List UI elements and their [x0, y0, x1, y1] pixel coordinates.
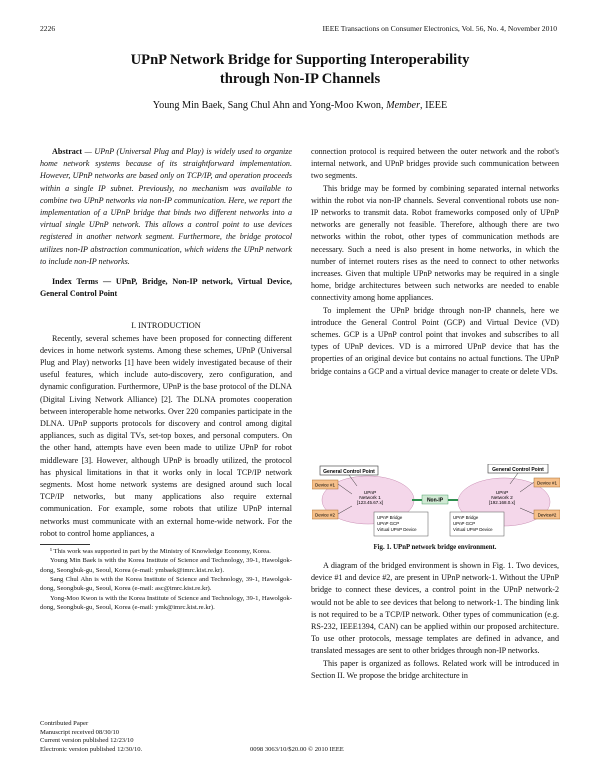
device-2-label: Device #2 — [314, 512, 336, 518]
net2-line3: [192.168.0.x] — [488, 500, 516, 505]
intro-paragraph: Recently, several schemes have been proposed for connecting different devices in home network systems. Among these schemes, UPnP (Universal Plug and Play) networks [1] have been widely investigated because of their useful features, which include auto-discovery, zero configuration, and dynamic configuration. Furthermore, UPnP is the base protocol of the DLNA (Digital Living Network Alliance) [2]. The DLNA promotes cooperation between interoperable home networks. Over 220 companies participate in the DLNA. UPnP supports protocols for discovery and control among digital appliances, such as digital TVs, set-top boxes, and personal computers. On the other hand, attempts have even been made to utilize UPnP for robot middleware [3]. However, although UPnP is broadly utilized, the protocol has physical limitations in that it works only in local TCP/IP network segments. Most home network systems are designed around such local TCP/IP networks, but many applications also require external communication. For example, some robots that utilize UPnP internal networks must communicate with an external home-wide network. For the robot to control home appliances, a — [40, 333, 292, 538]
abstract — [40, 146, 292, 268]
title-line-1: UPnP Network Bridge for Supporting Interoperability — [130, 52, 470, 68]
paragraph: connection protocol is required between the outer network and the robot's internal network, and UPnP bridges provide such communication between two segments. — [311, 147, 559, 181]
bridge-left-line: UPnP Bridge — [377, 515, 403, 520]
authors — [0, 100, 600, 111]
pub-line: Contributed Paper — [40, 720, 89, 727]
footnote: Yong-Moo Kwon is with the Korea Institute of Science and Technology, 39-1, Hawolgok-dong, Seongbuk-gu, Seoul, Korea (e-mail: ymk@imrc.kist.re.kr). — [40, 594, 292, 611]
abstract-text: — UPnP (Universal Plug and Play) is widely used to organize home network systems because of its straightforward implementation. However, UPnP networks are based only on TCP/IP, and operation proceeds within a single IP subnet. Previously, no mechanism was available to combine two UPnP networks via non-IP communication. Here, we report the implementation of a UPnP bridge that binds two different networks into a virtual single UPnP network. This allows a control point to use devices registered in another network segment. Furthermore, the bridge protocol utilizes non-IP abstraction communication, which widens the UPnP network to include non-IP networks. — [40, 147, 292, 266]
bridge-left-line: Virtual UPnP Device — [377, 527, 417, 532]
bridge-right-line: UPnP Bridge — [453, 515, 479, 520]
net1-line1: UPnP — [363, 491, 377, 496]
figure-1-diagram — [312, 464, 560, 540]
bridge-right-line: Virtual UPnP Device — [453, 527, 493, 532]
net1-line2: Network 1 — [359, 496, 381, 501]
footnote: ¹ This work was supported in part by the Ministry of Knowledge Economy, Korea. — [50, 548, 271, 556]
paragraph: To implement the UPnP bridge through non-IP channels, here we introduce the General Control Point (GCP) and Virtual Device (VD) schemes. GCP is a UPnP control point that invokes and subscribes to all types of UPnP devices. VD is a mirrored UPnP device that has the properties of an original device but contains no actual functions. The UPnP bridge contains a GCP and a virtual device manager to create or delete VDs. — [311, 305, 559, 376]
title-line-2: through Non-IP Channels — [219, 71, 381, 87]
net2-line1: UPnP — [495, 491, 509, 496]
authors-member: Member — [386, 100, 421, 111]
index-terms: Index Terms — UPnP, Bridge, Non-IP network, Virtual Device, General Control Point — [40, 277, 292, 299]
bridge-right-line: UPnP GCP — [453, 521, 476, 526]
paragraph: This bridge may be formed by combining separated internal networks within the robot via non-IP channels. Several conventional robots use non-IP networks to transmit data. Robot frameworks composed only of UPnP networks are generally not feasible. Therefore, although there are two networks within the robot, other types of communication methods are necessary. Such a need is also present in home networks, in which the number of internet routers rises as the need to connect to other networks increases. Given that multiple UPnP networks may be required in a single home, bridge architectures between such networks are needed to enable connectivity among home appliances. — [311, 183, 559, 303]
footnote: Young Min Baek is with the Korea Institute of Science and Technology, 39-1, Hawolgok-dong, Seongbuk-gu, Seoul, Korea (e-mail: ymbaek@imrc.kist.re.kr). — [40, 557, 292, 574]
right-column-bottom — [311, 560, 559, 682]
page-number: 2226 — [40, 24, 56, 33]
publication-info — [40, 720, 142, 754]
device-b-label: Device#2 — [537, 512, 557, 518]
net2-line2: Network 2 — [491, 496, 513, 501]
pub-line: Electronic version published 12/30/10. — [40, 745, 143, 753]
pub-line: Manuscript received 08/30/10 — [40, 728, 120, 736]
right-column-top — [311, 146, 559, 378]
footnote: Sang Chul Ahn is with the Korea Institute of Science and Technology, 39-1, Hawolgok-dong, Seongbuk-gu, Seoul, Korea (e-mail: asc@imrc.kist.re.kr). — [40, 575, 292, 593]
footnotes — [40, 547, 292, 612]
pub-line: Current version published 12/23/10 — [40, 737, 134, 745]
authors-names: Young Min Baek, Sang Chul Ahn and Yong-Moo Kwon, — [152, 100, 387, 111]
paragraph: A diagram of the bridged environment is shown in Fig. 1. Two devices, device #1 and device #2, are present in UPnP network-1. Without the UPnP bridge to connect these devices, a control point in the UPnP network-2 would not be able to see devices that belong to network-1. The binding link is not required to be a TCP/IP network. Other types of communication (e.g. RS-232, IEEE1394, CAN) can be applied within our proposed architecture. To use other protocols, message templates are defined in advance, and translated messages are sent to other bridges through non-IP networks. — [311, 561, 559, 656]
abstract-label: Abstract — [52, 147, 83, 156]
paper-title — [0, 51, 600, 89]
non-ip-label: Non-IP — [426, 497, 444, 504]
authors-ieee: , IEEE — [420, 100, 448, 111]
figure-caption: Fig. 1. UPnP network bridge environment. — [373, 544, 497, 551]
bridge-left-line: UPnP GCP — [377, 521, 400, 526]
left-column — [40, 146, 292, 612]
copyright: 0098 3063/10/$20.00 © 2010 IEEE — [250, 746, 344, 753]
device-a-label: Device #1 — [536, 480, 558, 486]
footnote-rule — [40, 544, 90, 545]
section-heading: I. INTRODUCTION — [131, 321, 201, 331]
journal-header: IEEE Transactions on Consumer Electronics, Vol. 56, No. 4, November 2010 — [322, 24, 557, 33]
net1-line3: [123.45.67.x] — [356, 500, 384, 505]
paragraph: This paper is organized as follows. Related work will be introduced in Section II. We propose the bridge architecture in — [311, 658, 559, 680]
device-1-label: Device #1 — [314, 482, 336, 488]
gcp-right-label: General Control Point — [492, 466, 544, 473]
gcp-left-label: General Control Point — [323, 468, 375, 475]
